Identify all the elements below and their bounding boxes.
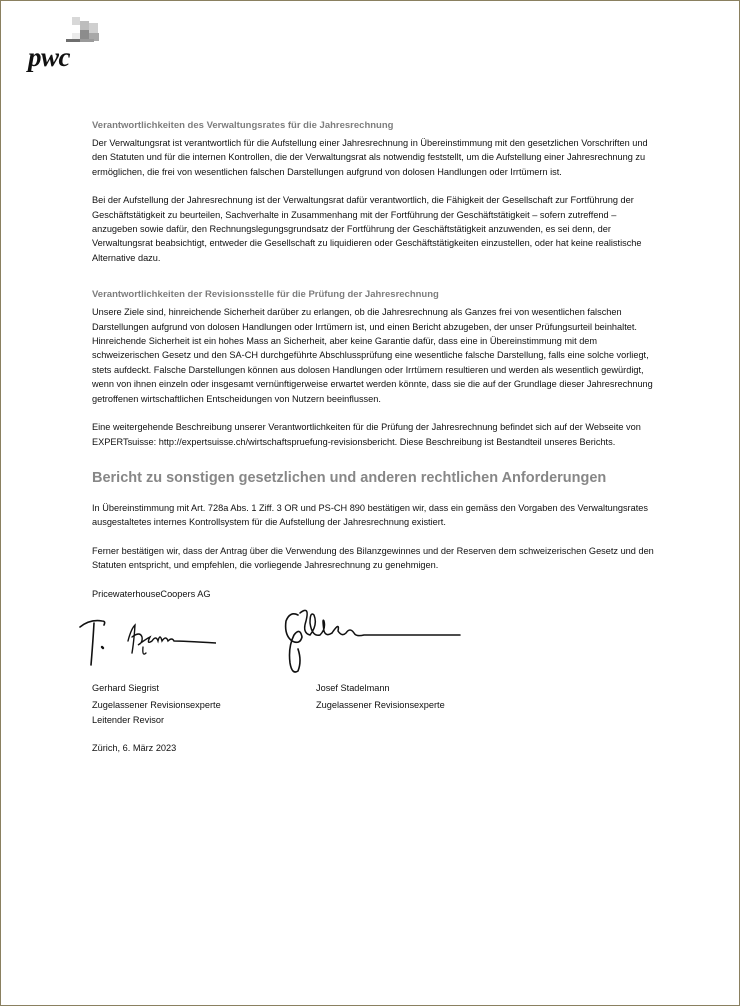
signatory-title: Zugelassener Revisionsexperte bbox=[92, 700, 221, 711]
section-subheading: Verantwortlichkeiten der Revisionsstelle für die Prüfung der Jahresrechnung bbox=[92, 289, 439, 301]
paragraph: Der Verwaltungsrat ist verantwortlich für die Aufstellung einer Jahresrechnung in Übereinstimmung mit den gesetzlichen Vorschriften und den Statuten und für die internen Kontrollen, die der Verwaltungsrat als notwendig feststellt, um die Aufstellung einer Jahresrechnung zu ermöglichen, die frei von wesentlichen falschen Darstellungen aufgrund von dolosen Handlungen oder Irrtümern ist. bbox=[92, 138, 648, 177]
logo-wordmark: pwc bbox=[28, 42, 70, 72]
paragraph: Ferner bestätigen wir, dass der Antrag über die Verwendung des Bilanzgewinnes und der Reserven dem schweizerischen Gesetz und den Statuten entspricht, und empfehlen, die vorliegende Jahresrechnung zu genehmigen. bbox=[92, 545, 654, 571]
signatory-block bbox=[92, 681, 657, 741]
signatory-title: Zugelassener Revisionsexperte bbox=[316, 700, 445, 711]
signatory-role: Leitender Revisor bbox=[92, 714, 165, 725]
paragraph: Bei der Aufstellung der Jahresrechnung ist der Verwaltungsrat dafür verantwortlich, die Fähigkeit der Gesellschaft zur Fortführung der Geschäftstätigkeit zu beurteilen, Sachverhalte in Zusammenhang mit der Fortführung der Geschäftstätigkeit – sofern zutreffend – anzugeben sowie dafür, den Rechnungslegungsgrundsatz der Fortführung der Geschäftstätigkeit anzuwenden, es sei denn, der Verwaltungsrat beabsichtigt, entweder die Gesellschaft zu liquidieren oder Geschäftstätigkeiten einzustellen, oder hat keine realistische Alternative dazu. bbox=[92, 195, 642, 263]
paragraph: Unsere Ziele sind, hinreichende Sicherheit darüber zu erlangen, ob die Jahresrechnung als Ganzes frei von wesentlichen falschen Darstellungen aufgrund von dolosen Handlungen oder Irrtümern ist, und einen Bericht abzugeben, der unser Prüfungsurteil beinhaltet. Hinreichende Sicherheit ist ein hohes Mass an Sicherheit, aber keine Garantie dafür, dass eine in Übereinstimmung mit dem schweizerischen Gesetz und den SA-CH durchgeführte Abschlussprüfung eine wesentliche falsche Darstellung, falls eine solche vorliegt, stets aufdeckt. Falsche Darstellungen können aus dolosen Handlungen oder Irrtümern resultieren und werden als wesentlich gewürdigt, wenn von ihnen einzeln oder insgesamt vernünftigerweise erwartet werden könnte, dass sie die auf der Grundlage dieser Jahresrechnung getroffenen wirtschaftlichen Entscheidungen von Nutzern beeinflussen. bbox=[92, 307, 653, 404]
signature-area bbox=[92, 601, 657, 681]
signatory-name: Josef Stadelmann bbox=[316, 682, 390, 693]
paragraph: Eine weitergehende Beschreibung unserer Verantwortlichkeiten für die Prüfung der Jahresrechnung befindet sich auf der Webseite von EXPERTsuisse: http://expertsuisse.ch/wirtschaftspruefung-revisionsbericht. Diese Beschreibung ist Bestandteil unseres Berichts. bbox=[92, 422, 641, 447]
section-heading: Bericht zu sonstigen gesetzlichen und anderen rechtlichen Anforderungen bbox=[92, 469, 607, 486]
place-date: Zürich, 6. März 2023 bbox=[92, 742, 177, 753]
signatory-name: Gerhard Siegrist bbox=[92, 682, 159, 693]
signature-right bbox=[280, 601, 465, 681]
pwc-logo bbox=[28, 17, 108, 73]
paragraph: In Übereinstimmung mit Art. 728a Abs. 1 Ziff. 3 OR und PS-CH 890 bestätigen wir, dass ein gemäss den Vorgaben des Verwaltungsrates ausgestaltetes internes Kontrollsystem für die Aufstellung der Jahresrechnung existiert. bbox=[92, 502, 648, 528]
signature-left bbox=[76, 607, 216, 673]
signatory-left bbox=[92, 681, 221, 727]
report-body bbox=[92, 119, 657, 755]
section-subheading: Verantwortlichkeiten des Verwaltungsrates für die Jahresrechnung bbox=[92, 120, 394, 131]
signatory-right bbox=[316, 681, 445, 713]
firm-name: PricewaterhouseCoopers AG bbox=[92, 588, 211, 599]
